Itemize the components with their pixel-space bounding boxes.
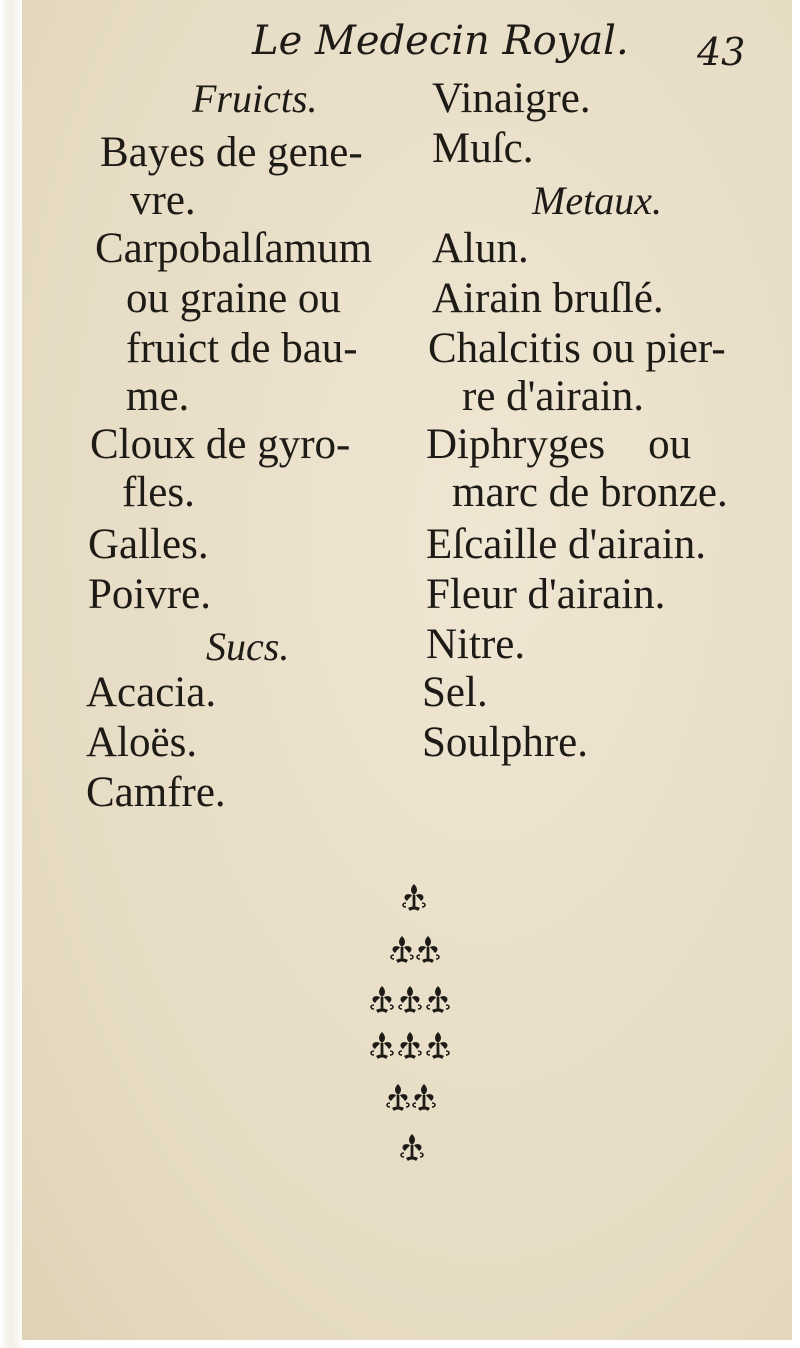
list-item: Bayes de gene- bbox=[100, 129, 363, 176]
running-title: Le Medecin Royal. bbox=[252, 18, 629, 64]
list-item: re d'airain. bbox=[462, 373, 645, 420]
list-item: Poivre. bbox=[88, 571, 212, 618]
heading-sucs: Sucs. bbox=[206, 624, 290, 669]
list-item: Diphryges ou bbox=[426, 421, 692, 468]
list-item: Muſc. bbox=[432, 125, 534, 172]
heading-fruicts: Fruicts. bbox=[192, 76, 318, 121]
show-through-text bbox=[352, 380, 363, 428]
list-item: fles. bbox=[122, 469, 195, 516]
list-item: Carpobalſamum bbox=[95, 225, 373, 272]
list-item: vre. bbox=[130, 177, 196, 224]
list-item: Galles. bbox=[88, 521, 209, 568]
list-item: Sel. bbox=[422, 669, 488, 716]
book-page bbox=[22, 0, 792, 1340]
list-item: Acacia. bbox=[86, 669, 217, 716]
list-item: Chalcitis ou pier- bbox=[428, 325, 726, 372]
list-item: Aloës. bbox=[86, 719, 198, 766]
page-number: 43 bbox=[697, 30, 746, 74]
list-item: Eſcaille d'airain. bbox=[426, 521, 706, 568]
list-item: Vinaigre. bbox=[432, 75, 591, 122]
list-item: Alun. bbox=[432, 225, 529, 272]
list-item: Soulphre. bbox=[422, 719, 589, 766]
list-item: ou graine ou bbox=[126, 275, 341, 322]
fleuron-tailpiece-icon bbox=[352, 870, 492, 1170]
list-item: Airain bruſlé. bbox=[432, 275, 664, 322]
list-item: me. bbox=[126, 373, 190, 420]
list-item: fruict de bau- bbox=[126, 325, 358, 372]
list-item: Fleur d'airain. bbox=[426, 571, 666, 618]
list-item: Camfre. bbox=[86, 769, 226, 816]
list-item: Nitre. bbox=[426, 621, 526, 668]
list-item: marc de bronze. bbox=[452, 469, 728, 516]
heading-metaux: Metaux. bbox=[532, 178, 662, 223]
list-item: Cloux de gyro- bbox=[90, 421, 351, 468]
